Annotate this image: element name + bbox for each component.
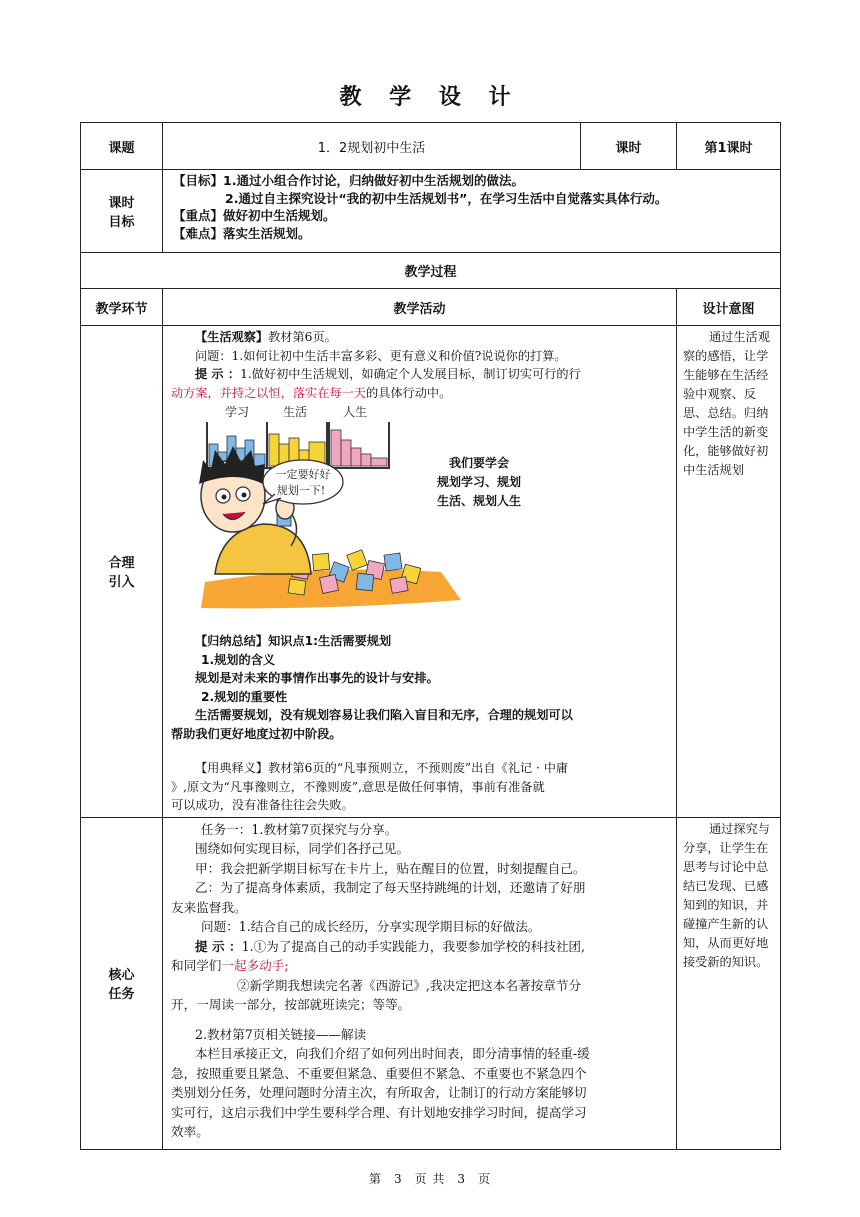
bubble-line-2: 规划一下!	[276, 484, 326, 497]
core-intent: 通过探究与分享，让学生在思考与讨论中总结已发现、已感知到的知识，并碰撞产生新的认知，从而更好地接受新的知识。	[677, 817, 781, 1149]
process-title-row	[81, 253, 781, 289]
link-line-4: 实可行，这启示我们中学生要科学合理、有计划地安排学习时间，提高学习	[171, 1104, 587, 1120]
topic-row	[81, 123, 781, 170]
container-label-study: 学习	[225, 405, 250, 419]
container-label-life: 生活	[283, 405, 308, 419]
link-line-2: 急，按照重要且紧急、不重要但紧急、重要但不紧急、不重要也不紧急四个	[171, 1065, 587, 1081]
core-para-2: 甲：我会把新学期目标写在卡片上，贴在醒目的位置，时刻提醒自己。	[195, 860, 586, 876]
link-title: 2.教材第7页相关链接——解读	[195, 1026, 367, 1042]
intro-question: 问题：1.如何让初中生活丰富多彩、更有意义和价值?说说你的打算。	[195, 348, 567, 363]
difficult-point: 【难点】落实生活规划。	[173, 225, 311, 241]
core-hint-2: ②新学期我想读完名著《西游记》,我决定把这本名著按章节分	[237, 977, 582, 993]
period-label: 课时	[581, 123, 677, 170]
planning-illustration	[171, 404, 672, 626]
task-one: 任务一：1.教材第7页探究与分享。	[201, 821, 398, 837]
topic-label: 课题	[81, 123, 163, 170]
intro-hint: 提 示 ：1.做好初中生活规划，如确定个人发展目标，制订切实可行的行	[195, 367, 581, 381]
cartoon-boy-with-blocks	[171, 404, 591, 626]
importance-line-1: 生活需要规划，没有规划容易让我们陷入盲目和无序，合理的规划可以	[195, 708, 573, 722]
meaning-text: 规划是对未来的事情作出事先的设计与安排。	[195, 671, 439, 685]
goals-content	[163, 170, 781, 253]
intro-intent: 通过生活观察的感悟，让学生能够在生活经验中观察、反思、总结。归纳中学生活的新变化，能够做好初中生活规划	[677, 326, 781, 818]
intro-row	[81, 326, 781, 818]
link-line-3: 类别划分任务，处理问题时分清主次，有所取舍，让制订的行动方案能够切	[171, 1085, 587, 1100]
importance-title: 2.规划的重要性	[201, 689, 288, 704]
process-header-row	[81, 289, 781, 326]
bubble-line-1: 一定要好好	[275, 468, 331, 481]
goals-label: 课时 目标	[81, 170, 163, 253]
core-para-1: 围绕如何实现目标，同学们各抒己见。	[195, 841, 410, 856]
col-stage: 教学环节	[81, 289, 163, 326]
topic-value: 1．2规划初中生活	[163, 123, 581, 170]
meaning-title: 1.规划的含义	[201, 652, 276, 667]
core-stage: 核心 任务	[81, 817, 163, 1149]
core-para-3-cont: 友来监督我。	[171, 899, 247, 915]
goal-line-2: 2.通过自主探究设计“我的初中生活规划书”，在学习生活中自觉落实具体行动。	[225, 190, 668, 206]
page-number: 3	[393, 1172, 403, 1186]
process-title: 教学过程	[81, 253, 781, 289]
link-line-5: 效率。	[171, 1124, 209, 1139]
core-question: 问题：1.结合自己的成长经历，分享实现学期目标的好做法。	[201, 919, 541, 934]
page-footer: 第 3 页 共 3 页	[368, 1172, 492, 1186]
lesson-plan-table	[80, 122, 781, 1150]
intro-hint-cont: 动方案，并持之以恒，落实在每一天的具体行动中。	[171, 385, 452, 400]
quote-line-2: 》,原文为“凡事豫则立，不豫则废”,意思是做任何事情，事前有准备就	[171, 779, 545, 794]
learn-caption: 我们要学会 规划学习、规划 生活、规划人生	[436, 456, 521, 508]
intro-stage: 合理 引入	[81, 326, 163, 818]
summary-heading: 【归纳总结】知识点1:生活需要规划	[195, 634, 392, 648]
core-hint-cont: 和同学们一起多动手;	[171, 958, 289, 973]
key-point: 【重点】做好初中生活规划。	[173, 208, 336, 223]
link-line-1: 本栏目承接正文，向我们介绍了如何列出时间表，即分清事情的轻重-缓	[195, 1046, 590, 1061]
observation-line: 【生活观察】教材第6页。	[195, 330, 337, 344]
goal-line-1: 【目标】1.通过小组合作讨论，归纳做好初中生活规划的做法。	[173, 173, 524, 188]
goals-row	[81, 170, 781, 253]
col-activity: 教学活动	[163, 289, 677, 326]
document-title: 教 学 设 计	[339, 85, 521, 110]
col-intent: 设计意图	[677, 289, 781, 326]
core-row	[81, 817, 781, 1149]
quote-line-3: 可以成功，没有准备往往会失败。	[171, 798, 354, 812]
period-value: 第1课时	[677, 123, 781, 170]
core-activity	[163, 817, 677, 1149]
core-hint: 提 示 ：1.①为了提高自己的动手实践能力，我要参加学校的科技社团,	[195, 938, 586, 954]
core-hint-2-cont: 开，一周读一部分，按部就班读完；等等。	[171, 997, 411, 1012]
importance-line-2: 帮助我们更好地度过初中阶段。	[171, 726, 342, 741]
intro-activity	[163, 326, 677, 818]
page-total: 3	[457, 1172, 467, 1186]
quote-line-1: 【用典释义】教材第6页的“凡事预则立，不预则废”出自《礼记 · 中庸	[195, 761, 569, 775]
container-label-lifepath: 人生	[343, 405, 368, 419]
core-para-3: 乙：为了提高身体素质，我制定了每天坚持跳绳的计划，还邀请了好朋	[195, 880, 586, 895]
